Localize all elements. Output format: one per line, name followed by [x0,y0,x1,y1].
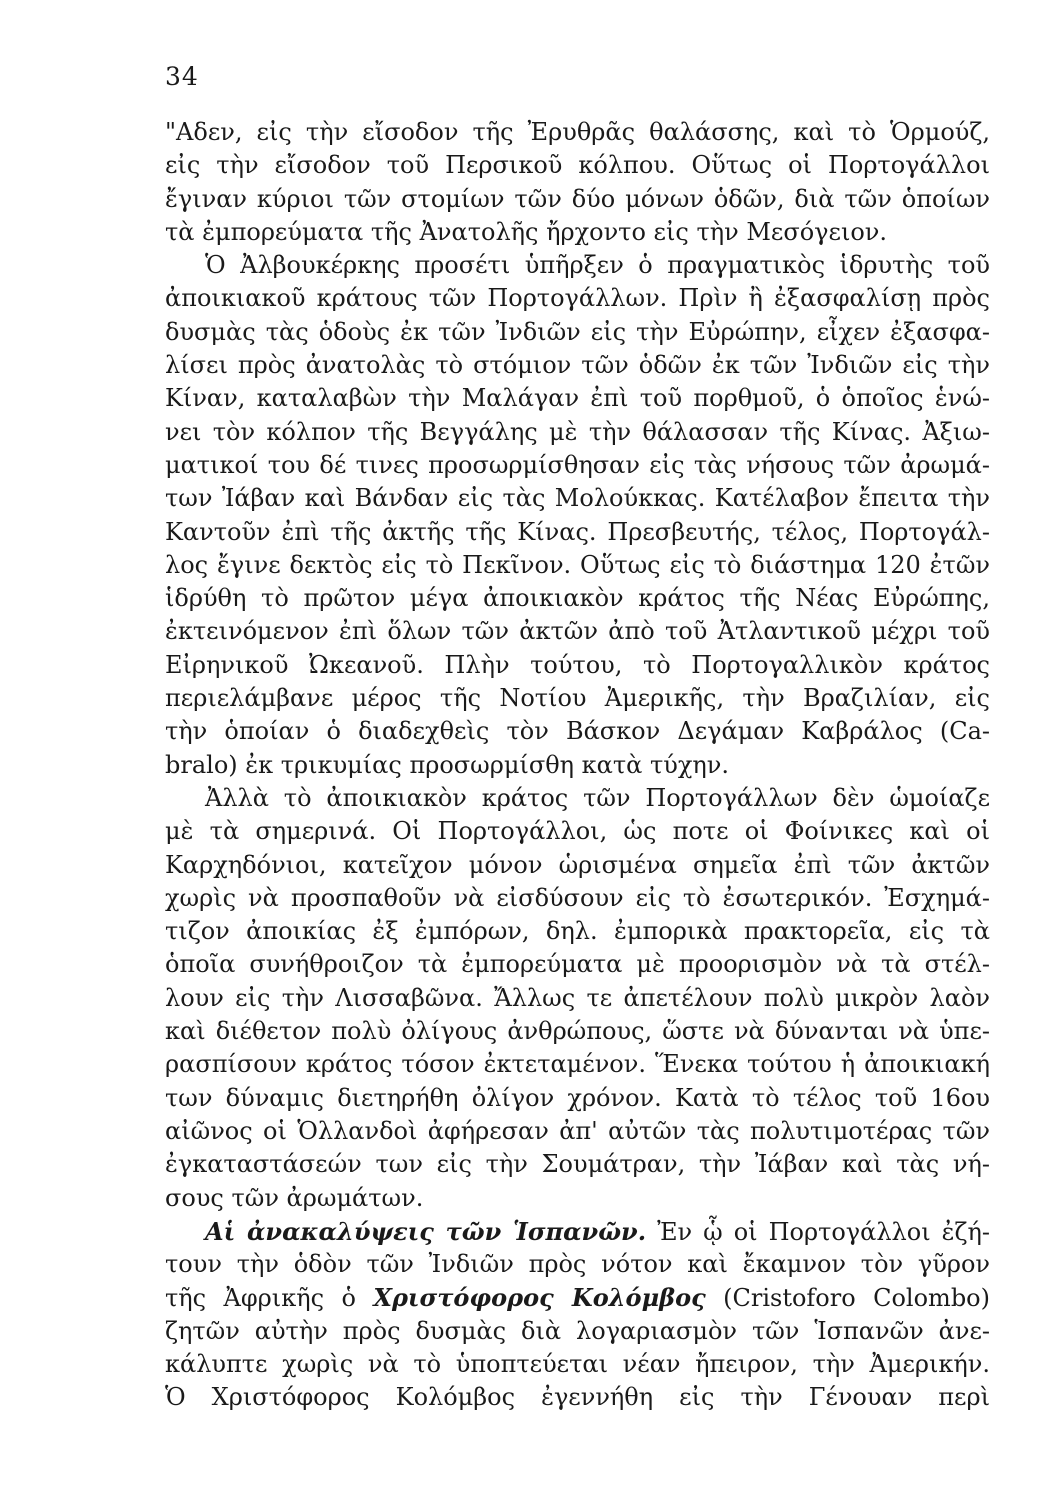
text-line: Καρχηδόνιοι, κατεῖχον μόνον ὡρισμένα σημεῖα ἐπὶ τῶν ἀκτῶν [165,850,990,879]
text-line: λος ἔγινε δεκτὸς εἰς τὸ Πεκῖνον. Οὕτως εἰς τὸ διάστημα 120 ἐτῶν [165,550,990,579]
text-line: περιελάμβανε μέρος τῆς Νοτίου Ἀμερικῆς, τὴν Βραζιλίαν, εἰς [165,684,990,713]
text-line: μὲ τὰ σημερινά. Οἱ Πορτογάλλοι, ὡς ποτε οἱ Φοίνικες καὶ οἱ [165,817,990,846]
text-line: bralo) ἐκ τρικυμίας προσωρμίσθη κατὰ τύχην. [165,750,730,779]
text-line: "Αδεν, εἰς τὴν εἴσοδον τῆς Ἐρυθρᾶς θαλάσσης, καὶ τὸ Ὁρμούζ, [165,118,990,146]
text-line: λουν εἰς τὴν Λισσαβῶνα. Ἄλλως τε ἀπετέλουν πολὺ μικρὸν λαὸν [165,983,990,1012]
text-line: τὰ ἐμπορεύματα τῆς Ἀνατολῆς ἤρχοντο εἰς τὴν Μεσόγειον. [165,217,888,246]
text-line: τὴν ὁποίαν ὁ διαδεχθεὶς τὸν Βάσκον Δεγάμαν Καβράλος (Ca- [165,717,990,746]
text-line: Κίναν, καταλαβὼν τὴν Μαλάγαν ἐπὶ τοῦ πορθμοῦ, ὁ ὁποῖος ἑνώ- [165,384,990,413]
text-line: Ἀλλὰ τὸ ἀποικιακὸν κράτος τῶν Πορτογάλλων δὲν ὡμοίαζε [205,783,990,812]
text-line: λίσει πρὸς ἀνατολὰς τὸ στόμιον τῶν ὁδῶν ἐκ τῶν Ἰνδιῶν εἰς τὴν [165,351,990,380]
emphasized-name: Χριστόφορος Κολόμβος [373,1283,706,1313]
text-line: ὁποῖα συνήθροιζον τὰ ἐμπορεύματα μὲ προορισμὸν νὰ τὰ στέλ- [165,950,990,979]
text-line: καὶ διέθετον πολὺ ὀλίγους ἀνθρώπους, ὥστε νὰ δύνανται νὰ ὑπε- [165,1017,990,1046]
section-heading: Αἱ ἀνακαλύψεις τῶν Ἱσπανῶν. [205,1216,647,1246]
text-run: τῆς Ἀφρικῆς ὁ [165,1284,374,1313]
text-line: ἐγκαταστάσεών των εἰς τὴν Σουμάτραν, τὴν Ἰάβαν καὶ τὰς νή- [165,1150,990,1179]
text-line: Εἰρηνικοῦ Ὠκεανοῦ. Πλὴν τούτου, τὸ Πορτογαλλικὸν κράτος [165,650,990,679]
section-heading-line [165,1215,990,1248]
text-run: Ἐν ᾧ οἱ Πορτογάλλοι ἐζή- [646,1217,990,1246]
text-line: των Ἰάβαν καὶ Βάνδαν εἰς τὰς Μολούκκας. Κατέλαβον ἔπειτα τὴν [165,484,990,513]
text-line: νει τὸν κόλπον τῆς Βεγγάλης μὲ τὴν θάλασσαν τῆς Κίνας. Ἀξιω- [165,417,990,446]
text-line: τιζον ἀποικίας ἐξ ἐμπόρων, δηλ. ἐμπορικὰ πρακτορεῖα, εἰς τὰ [165,917,990,946]
text-line: ἐκτεινόμενον ἐπὶ ὅλων τῶν ἀκτῶν ἀπὸ τοῦ Ἀτλαντικοῦ μέχρι τοῦ [165,617,990,646]
text-line: Ὁ Ἀλβουκέρκης προσέτι ὑπῆρξεν ὁ πραγματικὸς ἱδρυτὴς τοῦ [205,251,990,280]
text-line: ἀποικιακοῦ κράτους τῶν Πορτογάλλων. Πρὶν ἢ ἐξασφαλίσῃ πρὸς [165,284,990,313]
text-line: τουν τὴν ὁδὸν τῶν Ἰνδιῶν πρὸς νότον καὶ ἔκαμνον τὸν γῦρον [165,1250,990,1279]
text-line: ἔγιναν κύριοι τῶν στομίων τῶν δύο μόνων ὁδῶν, διὰ τῶν ὁποίων [165,184,990,213]
text-line: σους τῶν ἀρωμάτων. [165,1183,424,1212]
text-line: Καντοῦν ἐπὶ τῆς ἀκτῆς τῆς Κίνας. Πρεσβευτής, τέλος, Πορτογάλ- [165,517,990,546]
body-text [165,116,990,1415]
text-line: χωρὶς νὰ προσπαθοῦν νὰ εἰσδύσουν εἰς τὸ ἐσωτερικόν. Ἐσχημά- [165,883,990,912]
text-line: ρασπίσουν κράτος τόσον ἐκτεταμένον. Ἕνεκα τούτου ἡ ἀποικιακή [165,1050,990,1079]
text-run: (Cristoforo Colombo) [705,1284,990,1313]
text-line: εἰς τὴν εἴσοδον τοῦ Περσικοῦ κόλπου. Οὕτως οἱ Πορτογάλλοι [165,151,990,180]
text-line: κάλυπτε χωρὶς νὰ τὸ ὑποπτεύεται νέαν ἤπειρον, τὴν Ἀμερικήν. [165,1349,990,1378]
page-number: 34 [165,62,199,91]
text-line: ματικοί του δέ τινες προσωρμίσθησαν εἰς τὰς νήσους τῶν ἀρωμά- [165,450,990,479]
text-line: ζητῶν αὐτὴν πρὸς δυσμὰς διὰ λογαριασμὸν τῶν Ἱσπανῶν ἀνε- [165,1316,990,1345]
text-line: ἱδρύθη τὸ πρῶτον μέγα ἀποικιακὸν κράτος τῆς Νέας Εὐρώπης, [165,584,990,613]
text-line-with-name [165,1281,990,1314]
text-line: των δύναμις διετηρήθη ὀλίγον χρόνον. Κατὰ τὸ τέλος τοῦ 16ου [165,1083,990,1112]
text-line: αἰῶνος οἱ Ὁλλανδοὶ ἀφήρεσαν ἀπ' αὐτῶν τὰς πολυτιμοτέρας τῶν [165,1116,990,1145]
text-line: Ὁ Χριστόφορος Κολόμβος ἐγεννήθη εἰς τὴν Γένουαν περὶ [165,1383,990,1412]
text-line: δυσμὰς τὰς ὁδοὺς ἐκ τῶν Ἰνδιῶν εἰς τὴν Εὐρώπην, εἶχεν ἐξασφα- [165,317,990,346]
